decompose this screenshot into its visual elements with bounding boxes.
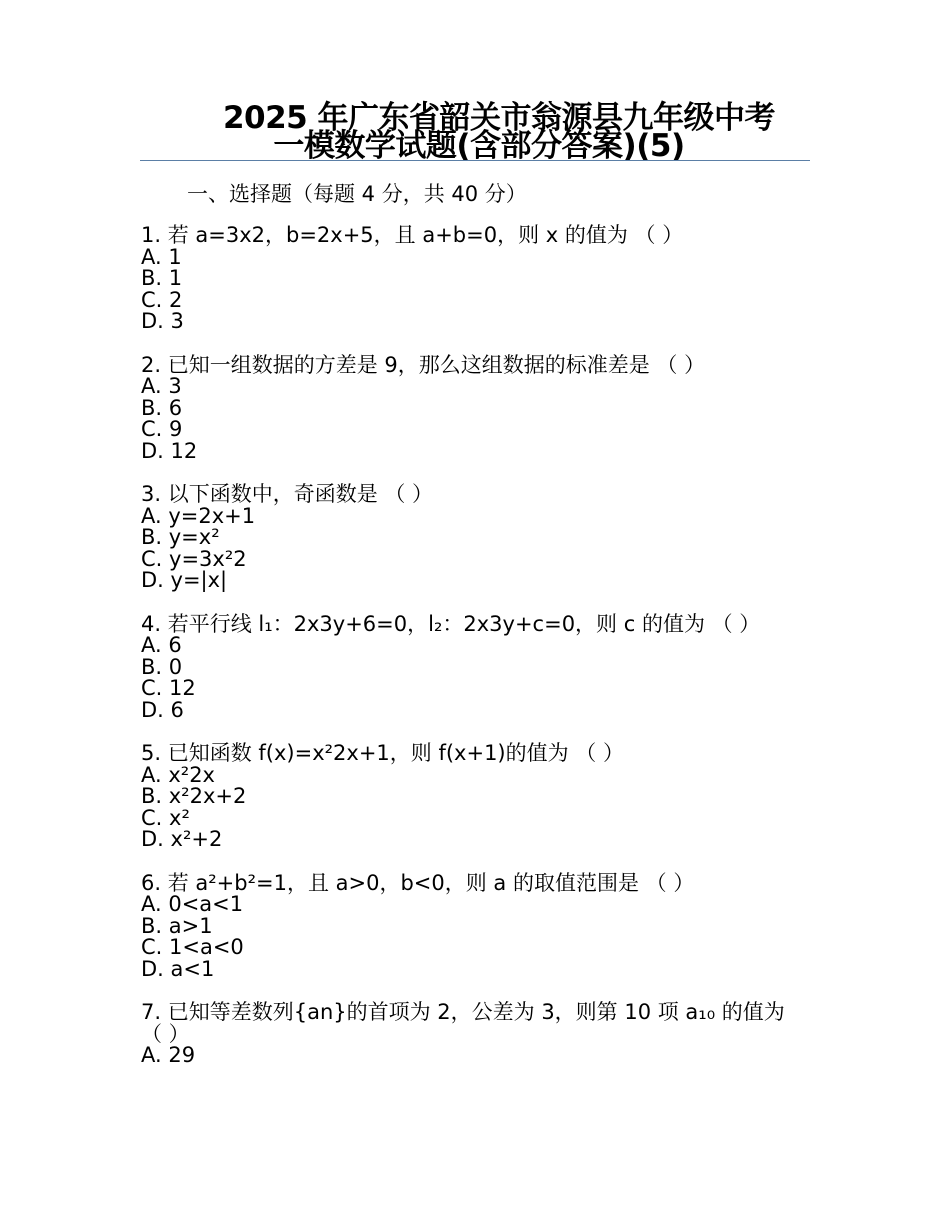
question-7: [141, 1002, 811, 1067]
option-a: A. 6: [141, 633, 182, 657]
option-b: B. x²2x+2: [141, 784, 247, 808]
option-d: D. x²+2: [141, 827, 223, 851]
question-3: [141, 484, 811, 592]
title-line-2: 一模数学试题(含部分答案)(5): [273, 128, 685, 164]
option-c: C. 12: [141, 676, 196, 700]
option-c: C. 9: [141, 417, 183, 441]
option-b: B. 6: [141, 395, 183, 420]
question-stem: 7. 已知等差数列{an}的首项为 2，公差为 3，则第 10 项 a₁₀ 的值为 （ ）: [141, 1000, 785, 1046]
document-title: [140, 100, 810, 164]
section-heading: 一、选择题（每题 4 分，共 40 分）: [187, 182, 527, 206]
option-c: C. 2: [141, 287, 183, 312]
question-6: [141, 870, 811, 981]
title-underline-divider: [140, 160, 810, 161]
option-b: B. a>1: [141, 913, 213, 938]
question-2: [141, 352, 811, 463]
option-a: A. x²2x: [141, 762, 215, 787]
question-stem: 2. 已知一组数据的方差是 9，那么这组数据的标准差是 （ ）: [141, 352, 706, 377]
option-a: A. 3: [141, 374, 182, 398]
question-stem: 3. 以下函数中，奇函数是 （ ）: [141, 482, 434, 506]
option-c: C. x²: [141, 805, 190, 830]
option-d: D. 3: [141, 309, 184, 333]
option-b: B. 0: [141, 654, 183, 679]
question-list: [141, 225, 811, 1089]
option-a: A. 1: [141, 244, 182, 269]
option-a: A. 29: [141, 1043, 196, 1067]
question-1: [141, 225, 811, 333]
option-a: A. y=2x+1: [141, 503, 256, 528]
option-b: B. y=x²: [141, 525, 220, 549]
question-stem: 5. 已知函数 f(x)=x²2x+1，则 f(x+1)的值为 （ ）: [141, 741, 624, 765]
question-stem: 4. 若平行线 l₁：2x3y+6=0，l₂：2x3y+c=0，则 c 的值为 （ ）: [141, 611, 761, 636]
title-line-1: 2025 年广东省韶关市翁源县九年级中考: [222, 100, 776, 136]
option-b: B. 1: [141, 266, 183, 290]
question-5: [141, 743, 811, 851]
option-d: D. 6: [141, 697, 184, 722]
option-c: C. 1<a<0: [141, 935, 244, 959]
option-d: D. a<1: [141, 956, 215, 981]
option-d: D. y=|x|: [141, 568, 228, 592]
option-a: A. 0<a<1: [141, 892, 244, 916]
question-stem: 6. 若 a²+b²=1，且 a>0，b<0，则 a 的取值范围是 （ ）: [141, 870, 695, 895]
option-d: D. 12: [141, 438, 198, 463]
question-stem: 1. 若 a=3x2，b=2x+5，且 a+b=0，则 x 的值为 （ ）: [141, 223, 684, 247]
question-4: [141, 611, 811, 722]
option-c: C. y=3x²2: [141, 546, 247, 571]
